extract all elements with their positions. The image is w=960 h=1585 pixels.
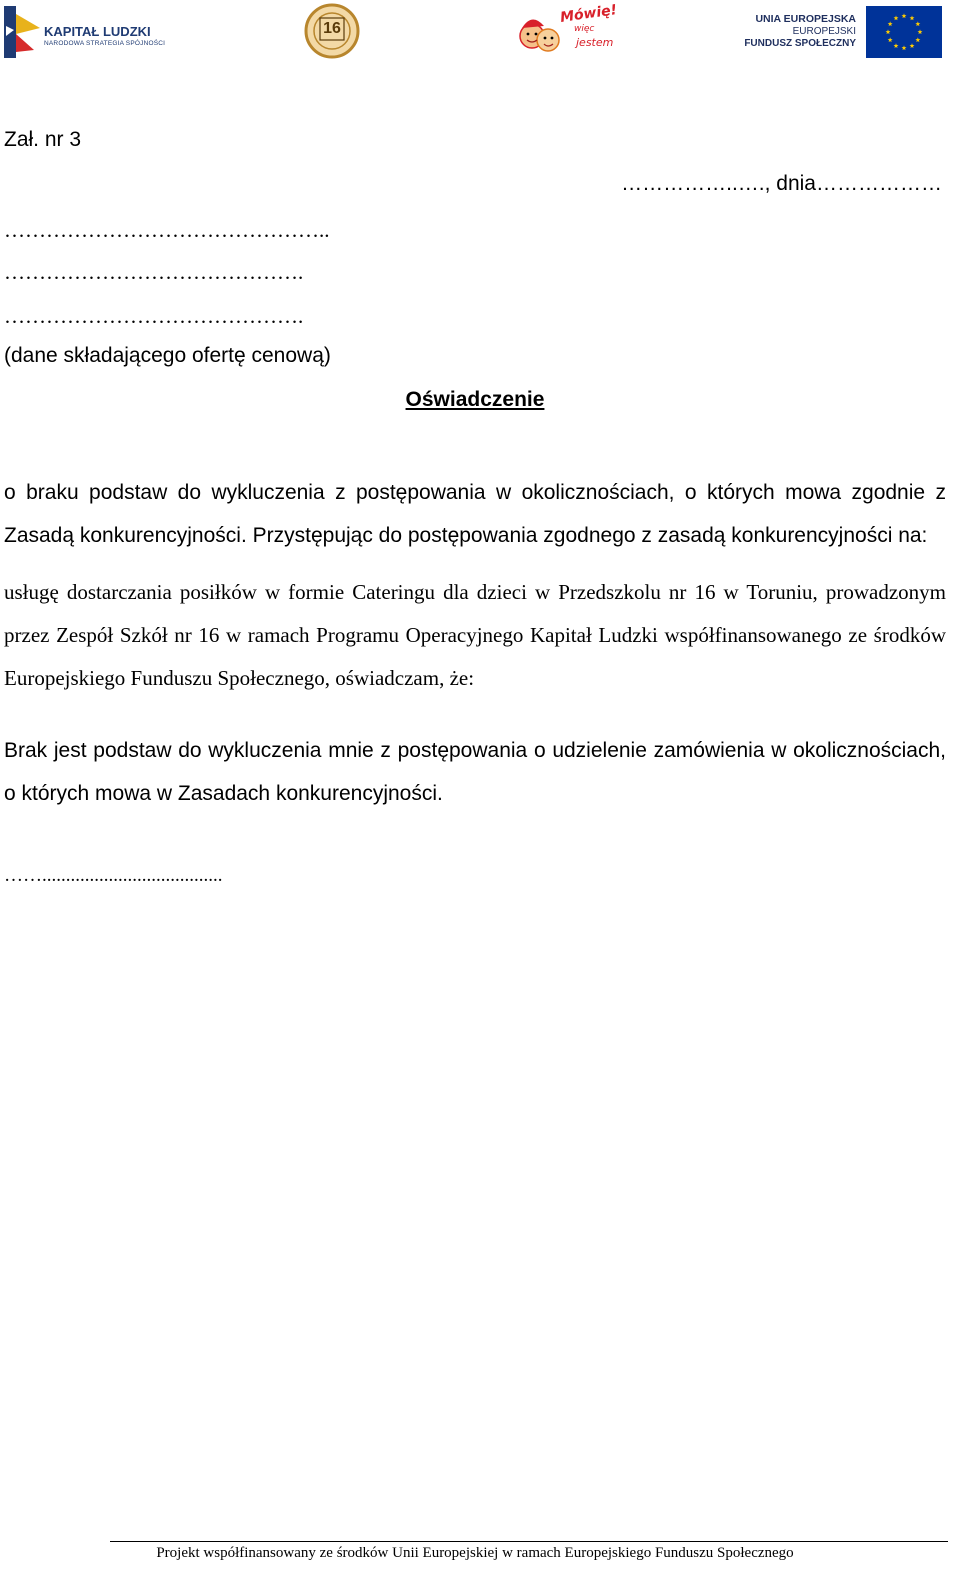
school-seal-logo [304, 3, 360, 59]
bidder-line-2: ……………………………………. [4, 260, 304, 284]
place-date-line: ……………..…., dnia……………… [621, 172, 942, 195]
header-logos [0, 0, 960, 64]
children-faces-icon [518, 4, 562, 58]
kapital-ludzki-name: KAPITAŁ LUDZKI [44, 24, 151, 39]
kapital-ludzki-tagline: NARODOWA STRATEGIA SPÓJNOŚCI [44, 40, 166, 47]
paragraph-intro: o braku podstaw do wykluczenia z postępowania w okolicznościach, o których mowa zgodnie z Zasadą konkurencyjności. Przystępując do postępowania zgodnego z zasadą konkurencyjności na: [4, 481, 946, 547]
kapital-ludzki-star-icon [4, 6, 40, 58]
signature-line: ……...................................... [4, 865, 223, 886]
attachment-number: Zał. nr 3 [4, 128, 82, 151]
footer-divider [110, 1541, 948, 1542]
ue-line1: UNIA EUROPEJSKA [755, 13, 856, 25]
paragraph-service: usługę dostarczania posiłków w formie Cateringu dla dzieci w Przedszkolu nr 16 w Toruniu, prowadzonym przez Zespół Szkół nr 16 w ramach Programu Operacyjnego Kapitał Ludzki współfinansowanego ze środków Europejskiego Funduszu Społecznego, oświadczam, że: [4, 580, 946, 690]
bidder-line-1: ……………………………………….. [4, 218, 330, 242]
eu-esf-logo [744, 6, 942, 58]
document-title: Oświadczenie [405, 388, 545, 411]
jestem-text: jestem [576, 36, 614, 49]
footer-text: Projekt współfinansowany ze środków Unii Europejskiej w ramach Europejskiego Funduszu Społecznego [156, 1545, 794, 1561]
mowie-wiec-jestem-logo [518, 2, 619, 58]
mowie-text: Mówię! [559, 2, 619, 26]
wiec-text: więc [574, 24, 595, 34]
paragraph-declaration: Brak jest podstaw do wykluczenia mnie z postępowania o udzielenie zamówienia w okolicznościach, o których mowa w Zasadach konkurencyjności. [4, 739, 946, 805]
ue-line3: FUNDUSZ SPOŁECZNY [744, 38, 856, 49]
bidder-line-3: ……………………………………. [4, 304, 304, 328]
school-seal-number: 16 [323, 20, 341, 37]
eu-flag-icon [866, 6, 942, 58]
kapital-ludzki-logo [4, 6, 164, 58]
ue-line2: EUROPEJSKI [792, 26, 856, 37]
bidder-caption: (dane składającego ofertę cenową) [4, 344, 331, 367]
